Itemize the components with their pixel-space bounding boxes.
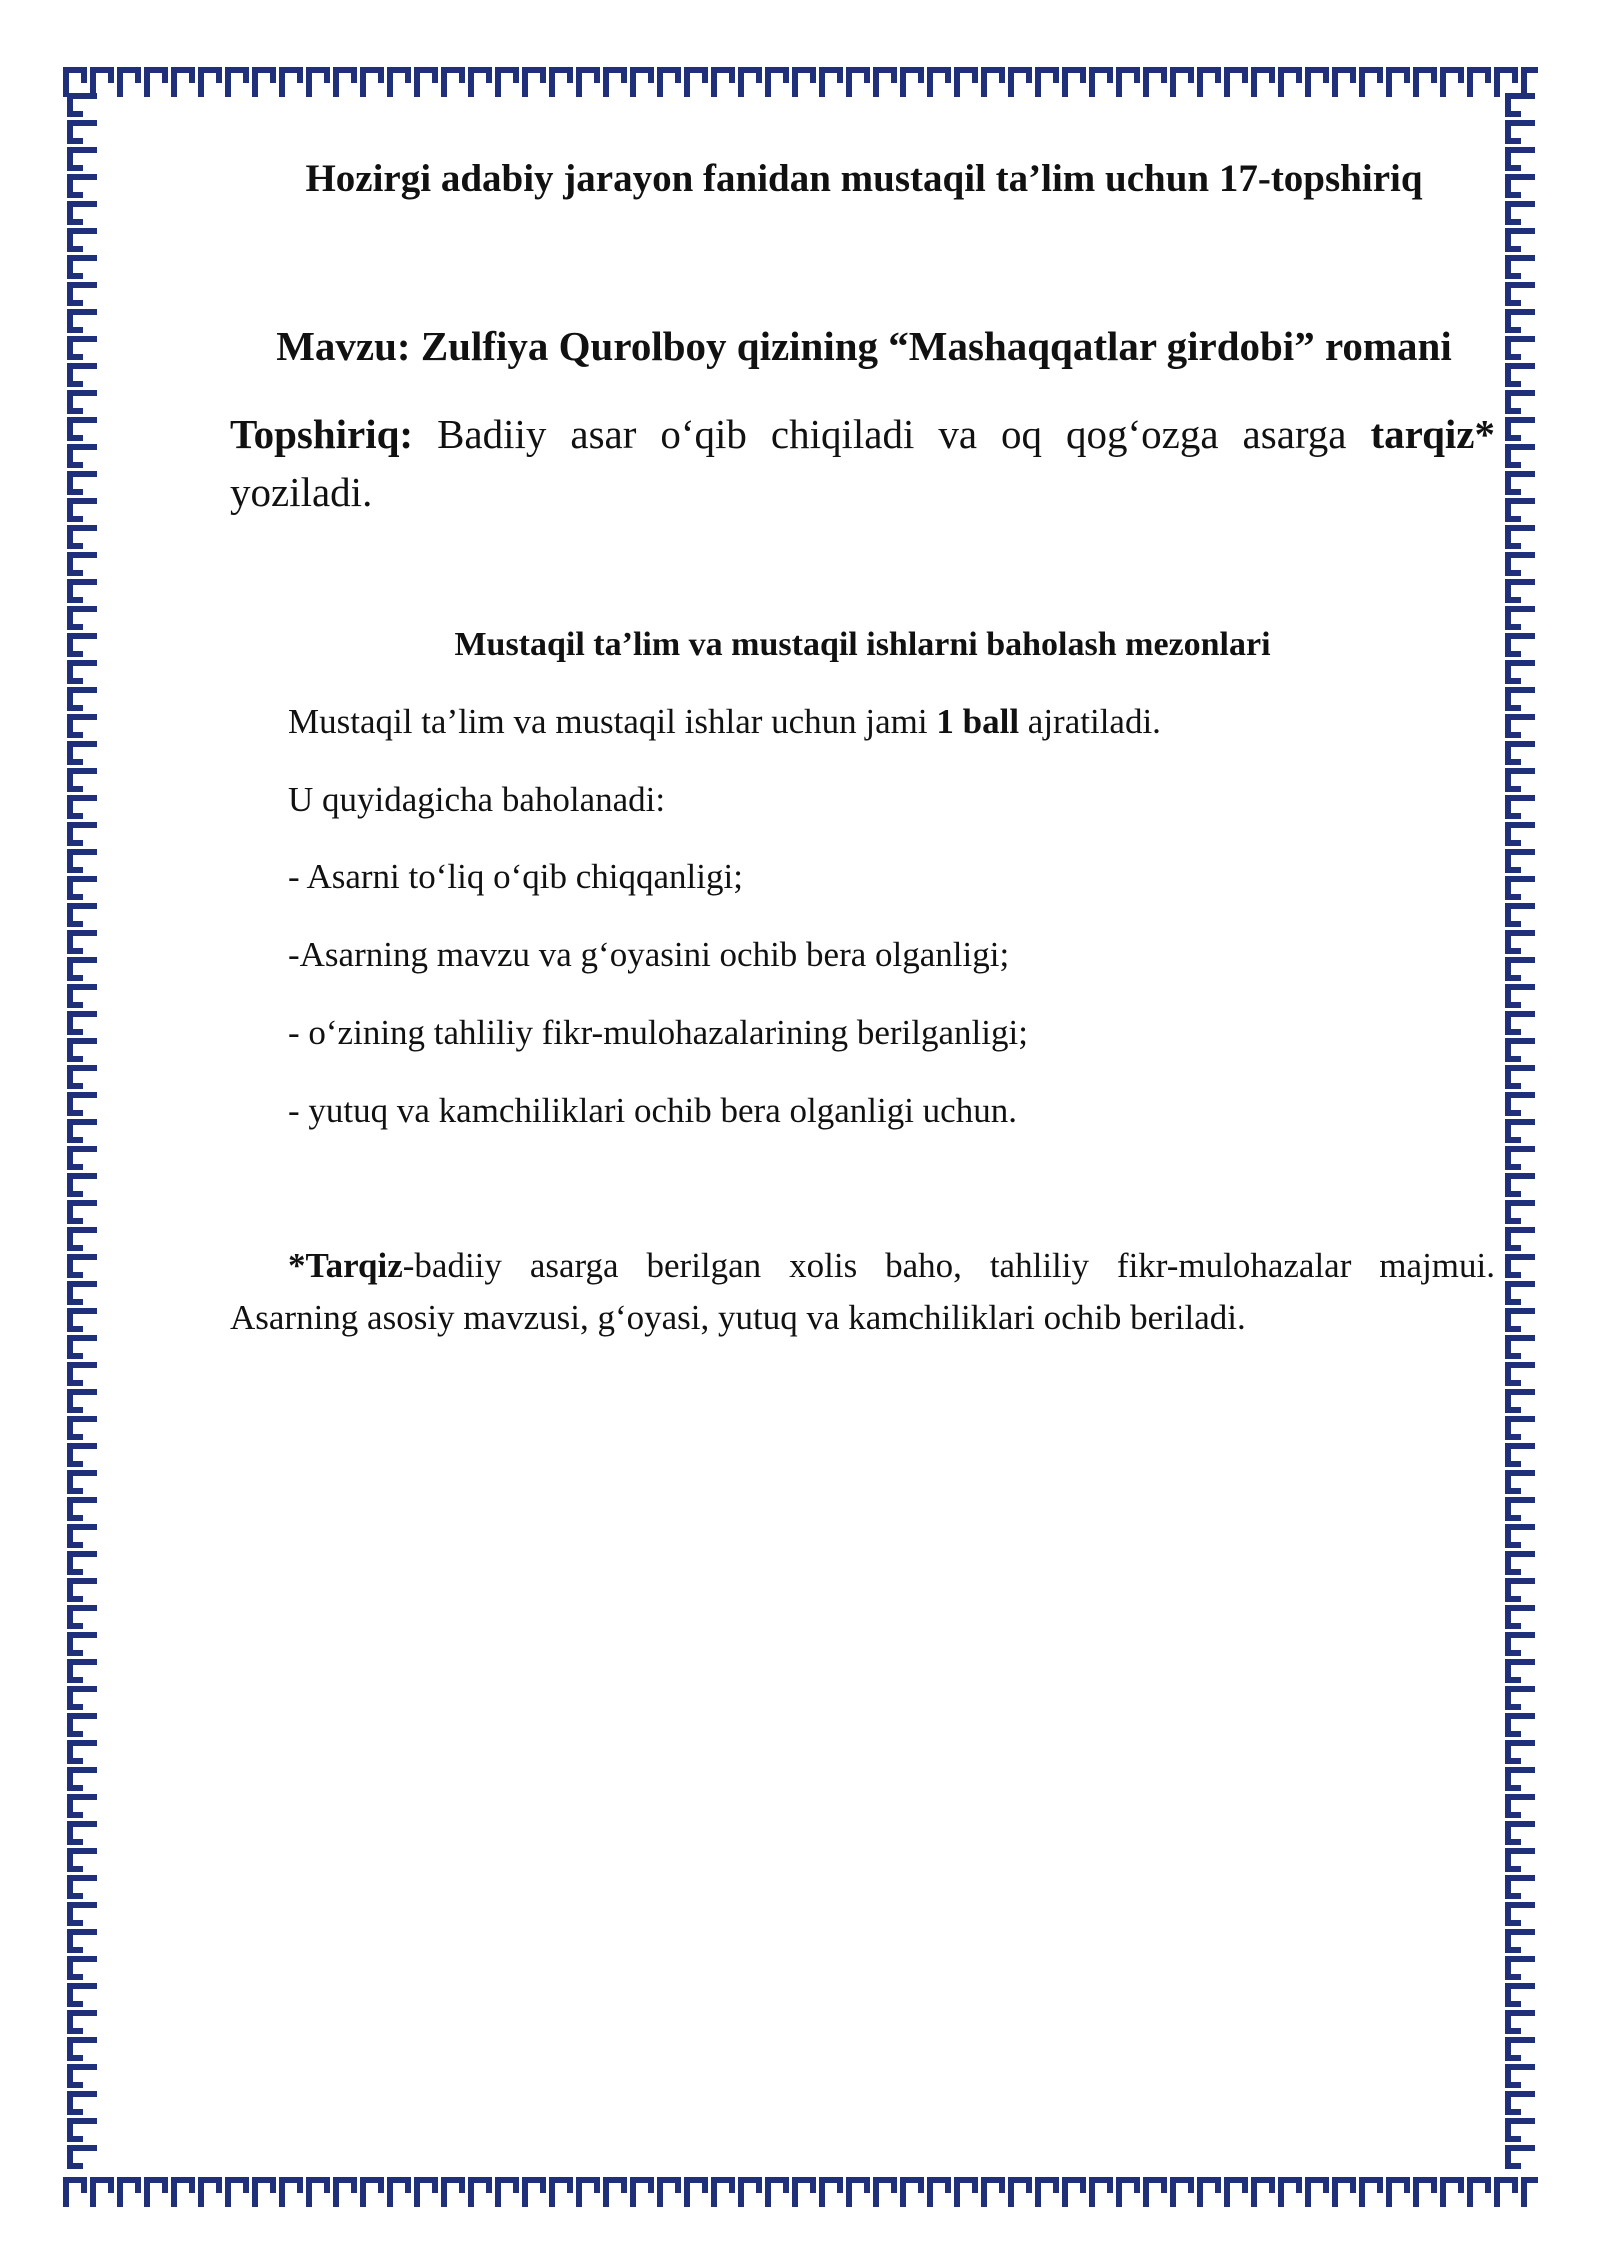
points-text: Mustaqil ta’lim va mustaqil ishlar uchun jami: [288, 702, 937, 741]
task-term: tarqiz*: [1370, 411, 1495, 457]
points-value: 1 ball: [936, 702, 1020, 741]
task-text: Badiiy asar o‘qib chiqiladi va oq qog‘ozga asarga: [413, 411, 1371, 457]
criteria-intro: U quyidagicha baholanadi:: [288, 780, 666, 819]
points-line: [288, 702, 1488, 742]
decorative-border-top: [62, 62, 1538, 100]
decorative-border-bottom: [62, 2172, 1538, 2210]
footnote-term: *Tarqiz: [288, 1246, 403, 1285]
task-text-end: yoziladi.: [230, 469, 373, 515]
border-pattern: [66, 2180, 1538, 2204]
document-title: Hozirgi adabiy jarayon fanidan mustaqil ta’lim uchun 17-topshiriq: [305, 157, 1423, 200]
points-text-end: ajratiladi.: [1019, 702, 1161, 741]
criteria-item: - yutuq va kamchiliklari ochib bera olganligi uchun.: [288, 1091, 1017, 1130]
criteria-item: -Asarning mavzu va g‘oyasini ochib bera olganligi;: [288, 935, 1010, 974]
criteria-item: - Asarni to‘liq o‘qib chiqqanligi;: [288, 857, 743, 896]
border-pattern: [66, 70, 1538, 94]
decorative-border-left: [62, 62, 100, 2210]
topic-heading: Mavzu: Zulfiya Qurolboy qizining “Mashaqqatlar girdobi” romani: [276, 323, 1452, 369]
criteria-item: - o‘zining tahliliy fikr-mulohazalarining berilganligi;: [288, 1013, 1028, 1052]
task-paragraph: [230, 405, 1495, 521]
border-pattern: [1508, 96, 1532, 2166]
decorative-border-right: [1500, 62, 1538, 2210]
criteria-heading: Mustaqil ta’lim va mustaqil ishlarni baholash mezonlari: [454, 626, 1271, 663]
border-pattern: [70, 96, 94, 2166]
footnote-text: -badiiy asarga berilgan xolis baho, tahliliy fikr-mulohazalar majmui. Asarning asosiy mavzusi, g‘oyasi, yutuq va kamchiliklari ochib beriladi.: [230, 1246, 1495, 1337]
footnote-paragraph: [230, 1240, 1495, 1344]
task-label: Topshiriq:: [230, 411, 414, 457]
